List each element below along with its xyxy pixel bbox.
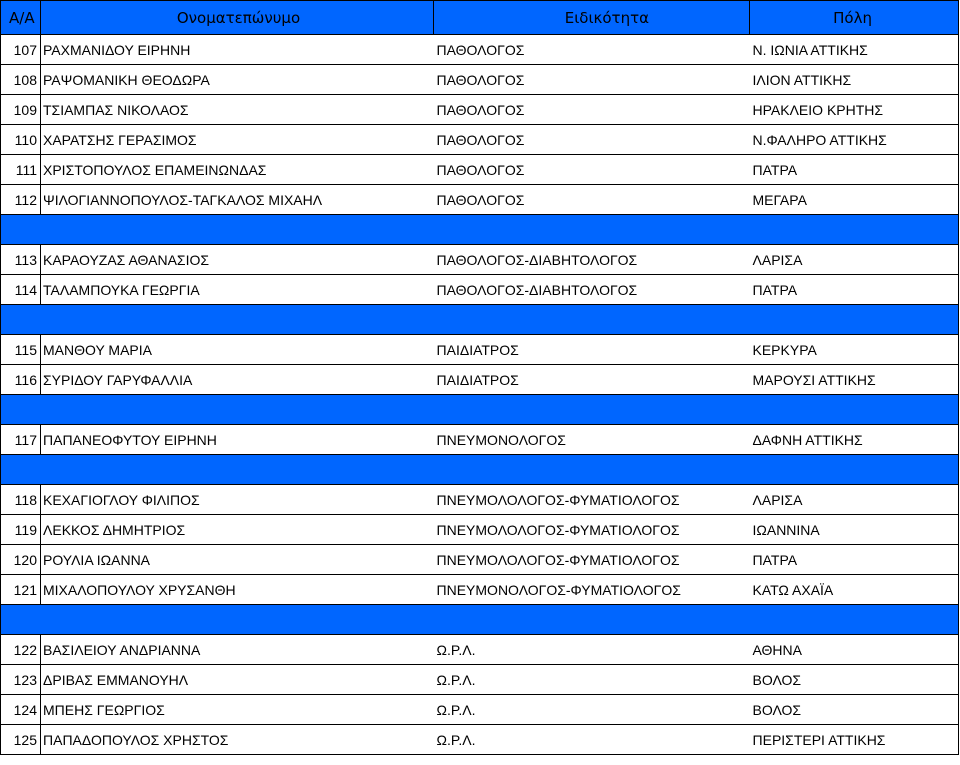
table-row <box>1 65 959 95</box>
table-row <box>1 245 959 275</box>
row-number: 110 <box>1 125 41 155</box>
section-separator <box>1 215 959 245</box>
row-number: 109 <box>1 95 41 125</box>
row-specialty: ΠΑΘΟΛΟΓΟΣ <box>434 95 750 125</box>
table-row <box>1 665 959 695</box>
header-specialty: Ειδικότητα <box>434 1 750 35</box>
table-row <box>1 725 959 755</box>
row-specialty: ΠΝΕΥΜΟΝΟΛΟΓΟΣ-ΦΥΜΑΤΙΟΛΟΓΟΣ <box>434 575 750 605</box>
row-name: ΜΑΝΘΟΥ ΜΑΡΙΑ <box>41 335 434 365</box>
row-city: ΜΑΡΟΥΣΙ ΑΤΤΙΚΗΣ <box>750 365 959 395</box>
row-specialty: ΠΑΙΔΙΑΤΡΟΣ <box>434 335 750 365</box>
table-row <box>1 545 959 575</box>
row-number: 112 <box>1 185 41 215</box>
row-specialty: ΠΝΕΥΜΟΛΟΛΟΓΟΣ-ΦΥΜΑΤΙΟΛΟΓΟΣ <box>434 485 750 515</box>
row-number: 122 <box>1 635 41 665</box>
row-city: ΚΑΤΩ ΑΧΑΪΑ <box>750 575 959 605</box>
row-specialty: Ω.Ρ.Λ. <box>434 665 750 695</box>
row-name: ΛΕΚΚΟΣ ΔΗΜΗΤΡΙΟΣ <box>41 515 434 545</box>
row-city: ΔΑΦΝΗ ΑΤΤΙΚΗΣ <box>750 425 959 455</box>
row-name: ΠΑΠΑΔΟΠΟΥΛΟΣ ΧΡΗΣΤΟΣ <box>41 725 434 755</box>
row-number: 119 <box>1 515 41 545</box>
row-name: ΒΑΣΙΛΕΙΟΥ ΑΝΔΡΙΑΝΝΑ <box>41 635 434 665</box>
row-specialty: ΠΑΘΟΛΟΓΟΣ <box>434 65 750 95</box>
row-number: 113 <box>1 245 41 275</box>
row-name: ΧΡΙΣΤΟΠΟΥΛΟΣ ΕΠΑΜΕΙΝΩΝΔΑΣ <box>41 155 434 185</box>
row-specialty: Ω.Ρ.Λ. <box>434 695 750 725</box>
row-city: ΛΑΡΙΣΑ <box>750 245 959 275</box>
row-number: 125 <box>1 725 41 755</box>
row-name: ΡΟΥΛΙΑ ΙΩΑΝΝΑ <box>41 545 434 575</box>
row-name: ΨΙΛΟΓΙΑΝΝΟΠΟΥΛΟΣ-ΤΑΓΚΑΛΟΣ ΜΙΧΑΗΛ <box>41 185 434 215</box>
row-number: 118 <box>1 485 41 515</box>
separator-cell <box>1 395 959 425</box>
row-city: ΑΘΗΝΑ <box>750 635 959 665</box>
row-specialty: Ω.Ρ.Λ. <box>434 635 750 665</box>
row-city: Ν.ΦΑΛΗΡΟ ΑΤΤΙΚΗΣ <box>750 125 959 155</box>
row-name: ΤΣΙΑΜΠΑΣ ΝΙΚΟΛΑΟΣ <box>41 95 434 125</box>
row-specialty: ΠΝΕΥΜΟΛΟΛΟΓΟΣ-ΦΥΜΑΤΙΟΛΟΓΟΣ <box>434 545 750 575</box>
row-name: ΠΑΠΑΝΕΟΦΥΤΟΥ ΕΙΡΗΝΗ <box>41 425 434 455</box>
row-city: ΛΑΡΙΣΑ <box>750 485 959 515</box>
row-specialty: ΠΝΕΥΜΟΛΟΛΟΓΟΣ-ΦΥΜΑΤΙΟΛΟΓΟΣ <box>434 515 750 545</box>
row-name: ΣΥΡΙΔΟΥ ΓΑΡΥΦΑΛΛΙΑ <box>41 365 434 395</box>
header-aa: Α/Α <box>1 1 41 35</box>
row-number: 108 <box>1 65 41 95</box>
row-specialty: ΠΑΙΔΙΑΤΡΟΣ <box>434 365 750 395</box>
row-number: 111 <box>1 155 41 185</box>
row-specialty: ΠΑΘΟΛΟΓΟΣ <box>434 185 750 215</box>
row-number: 114 <box>1 275 41 305</box>
separator-cell <box>1 215 959 245</box>
separator-cell <box>1 605 959 635</box>
row-city: ΚΕΡΚΥΡΑ <box>750 335 959 365</box>
table-row <box>1 695 959 725</box>
row-city: ΒΟΛΟΣ <box>750 665 959 695</box>
row-number: 117 <box>1 425 41 455</box>
separator-cell <box>1 455 959 485</box>
row-city: ΠΕΡΙΣΤΕΡΙ ΑΤΤΙΚΗΣ <box>750 725 959 755</box>
table-row <box>1 635 959 665</box>
row-city: Ν. ΙΩΝΙΑ ΑΤΤΙΚΗΣ <box>750 35 959 65</box>
header-row <box>1 1 959 35</box>
row-name: ΜΙΧΑΛΟΠΟΥΛΟΥ ΧΡΥΣΑΝΘΗ <box>41 575 434 605</box>
row-city: ΜΕΓΑΡΑ <box>750 185 959 215</box>
row-city: ΙΛΙΟΝ ΑΤΤΙΚΗΣ <box>750 65 959 95</box>
row-name: ΔΡΙΒΑΣ ΕΜΜΑΝΟΥΗΛ <box>41 665 434 695</box>
section-separator <box>1 455 959 485</box>
table-row <box>1 575 959 605</box>
row-specialty: ΠΑΘΟΛΟΓΟΣ <box>434 35 750 65</box>
separator-cell <box>1 305 959 335</box>
section-separator <box>1 305 959 335</box>
table-row <box>1 275 959 305</box>
row-specialty: Ω.Ρ.Λ. <box>434 725 750 755</box>
row-city: ΠΑΤΡΑ <box>750 545 959 575</box>
table-row <box>1 35 959 65</box>
row-number: 116 <box>1 365 41 395</box>
table-row <box>1 485 959 515</box>
row-name: ΤΑΛΑΜΠΟΥΚΑ ΓΕΩΡΓΙΑ <box>41 275 434 305</box>
row-specialty: ΠΑΘΟΛΟΓΟΣ <box>434 155 750 185</box>
row-number: 120 <box>1 545 41 575</box>
row-number: 115 <box>1 335 41 365</box>
table-row <box>1 365 959 395</box>
row-city: ΗΡΑΚΛΕΙΟ ΚΡΗΤΗΣ <box>750 95 959 125</box>
row-city: ΠΑΤΡΑ <box>750 155 959 185</box>
table-row <box>1 425 959 455</box>
row-name: ΚΑΡΑΟΥΖΑΣ ΑΘΑΝΑΣΙΟΣ <box>41 245 434 275</box>
row-specialty: ΠΑΘΟΛΟΓΟΣ-ΔΙΑΒΗΤΟΛΟΓΟΣ <box>434 245 750 275</box>
row-name: ΜΠΕΗΣ ΓΕΩΡΓΙΟΣ <box>41 695 434 725</box>
row-number: 121 <box>1 575 41 605</box>
row-specialty: ΠΑΘΟΛΟΓΟΣ-ΔΙΑΒΗΤΟΛΟΓΟΣ <box>434 275 750 305</box>
row-name: ΚΕΧΑΓΙΟΓΛΟΥ ΦΙΛΙΠΟΣ <box>41 485 434 515</box>
row-city: ΒΟΛΟΣ <box>750 695 959 725</box>
row-city: ΙΩΑΝΝΙΝΑ <box>750 515 959 545</box>
header-city: Πόλη <box>750 1 959 35</box>
section-separator <box>1 605 959 635</box>
table-body <box>1 35 959 755</box>
table-row <box>1 515 959 545</box>
row-name: ΡΑΧΜΑΝΙΔΟΥ ΕΙΡΗΝΗ <box>41 35 434 65</box>
section-separator <box>1 395 959 425</box>
table-row <box>1 155 959 185</box>
row-name: ΡΑΨΟΜΑΝΙΚΗ ΘΕΟΔΩΡΑ <box>41 65 434 95</box>
row-city: ΠΑΤΡΑ <box>750 275 959 305</box>
row-number: 107 <box>1 35 41 65</box>
table-row <box>1 125 959 155</box>
table-row <box>1 335 959 365</box>
row-specialty: ΠΝΕΥΜΟΝΟΛΟΓΟΣ <box>434 425 750 455</box>
table-row <box>1 95 959 125</box>
row-number: 123 <box>1 665 41 695</box>
table-header <box>1 1 959 35</box>
row-number: 124 <box>1 695 41 725</box>
row-specialty: ΠΑΘΟΛΟΓΟΣ <box>434 125 750 155</box>
header-name: Ονοματεπώνυμο <box>41 1 434 35</box>
row-name: ΧΑΡΑΤΣΗΣ ΓΕΡΑΣΙΜΟΣ <box>41 125 434 155</box>
table-row <box>1 185 959 215</box>
